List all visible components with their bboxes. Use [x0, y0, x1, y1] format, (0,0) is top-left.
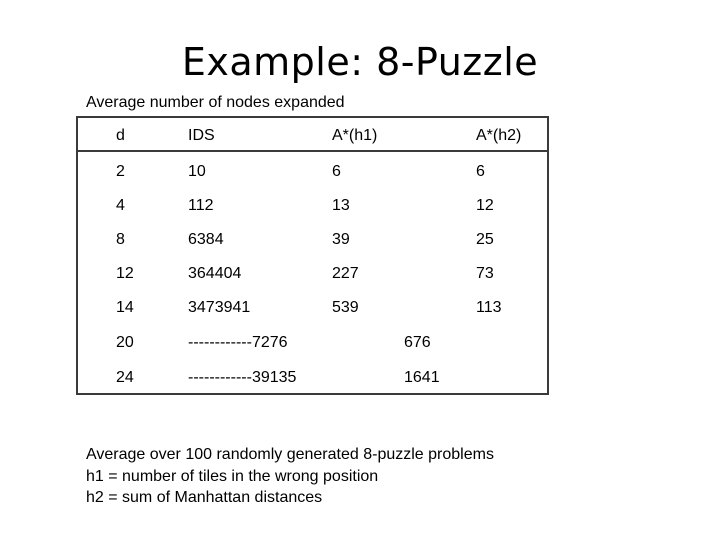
table-cell: 14 [116, 299, 134, 316]
table-cell: 6384 [188, 231, 224, 248]
table-cell: 20 [116, 334, 134, 351]
header-cell-a-h2: A*(h2) [476, 127, 522, 144]
table-cell: 39 [332, 231, 350, 248]
header-divider [78, 150, 547, 152]
table-cell: 6 [476, 163, 485, 180]
header-cell-d: d [116, 127, 125, 144]
table-cell: 539 [332, 299, 359, 316]
note-line: Average over 100 randomly generated 8-puzzle problems [86, 446, 494, 463]
table-cell: 12 [476, 197, 494, 214]
results-table [76, 116, 549, 395]
table-caption: Average number of nodes expanded [86, 94, 345, 111]
note-line: h1 = number of tiles in the wrong position [86, 467, 379, 485]
table-cell: 227 [332, 265, 359, 282]
header-cell-a-h1: A*(h1) [332, 127, 378, 144]
table-cell: 676 [404, 334, 431, 351]
table-cell: 24 [116, 369, 134, 386]
table-cell: 10 [188, 163, 206, 180]
table-cell: 4 [116, 197, 125, 214]
table-cell: 12 [116, 265, 134, 282]
table-cell: 1641 [404, 369, 440, 386]
header-cell-ids: IDS [188, 127, 215, 144]
table-cell: 2 [116, 163, 125, 180]
table-cell: 113 [476, 299, 502, 316]
table-cell: ------------39135 [188, 369, 297, 386]
table-cell: 25 [476, 231, 494, 248]
note-line: h2 = sum of Manhattan distances [86, 489, 323, 506]
table-cell: 112 [188, 197, 214, 214]
table-cell: 13 [332, 197, 350, 214]
table-cell: ------------7276 [188, 334, 288, 351]
table-cell: 8 [116, 231, 125, 248]
table-cell: 364404 [188, 265, 242, 282]
slide-title: Example: 8-Puzzle [181, 40, 539, 84]
table-cell: 73 [476, 265, 494, 282]
table-cell: 6 [332, 163, 341, 180]
table-cell: 3473941 [188, 299, 251, 316]
footnotes [86, 444, 494, 509]
